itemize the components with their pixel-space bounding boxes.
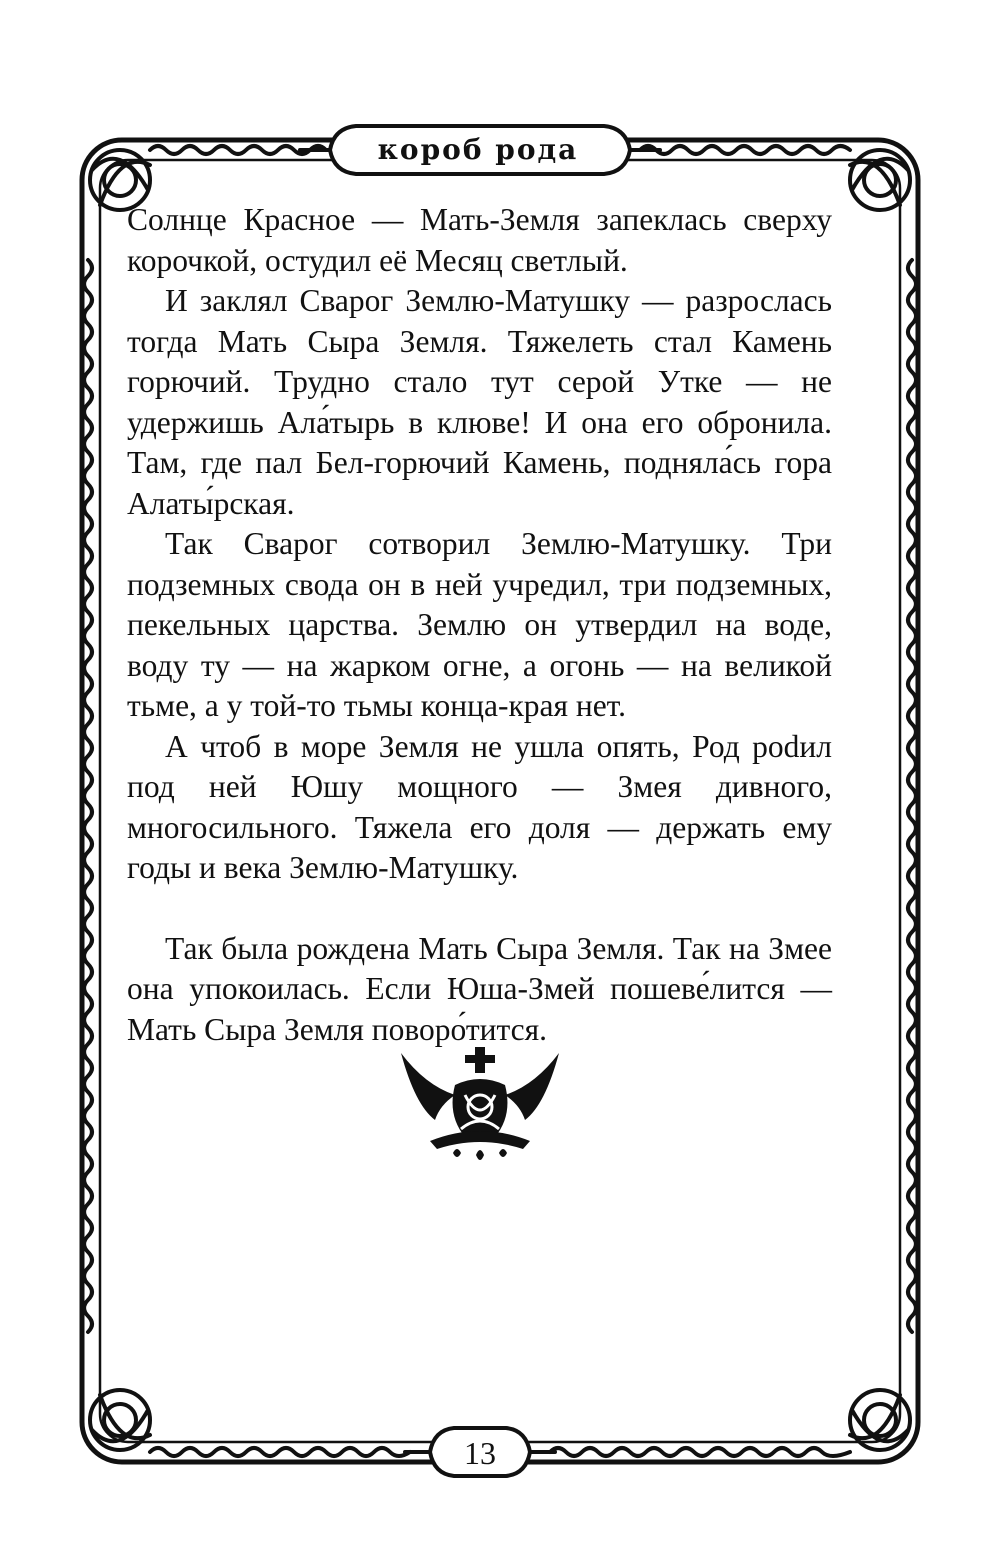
paragraph: А чтоб в море Земля не ушла опять, Род роdил под ней Юшу мощного — Змея дивного, многосильного. Тяжела его доля — держать ему годы и века Землю-Матушку. bbox=[127, 728, 832, 885]
body-text bbox=[127, 200, 832, 1050]
paragraph: Так Сварог сотворил Землю-Матушку. Три подземных свода он в ней учредил, три подземных, пекельных царства. Землю он утвердил на воде, воду ту — на жарком огне, а огонь — на великой тьме, а у той-то тьмы конца-края нет. bbox=[127, 526, 832, 723]
page-number: 13 bbox=[464, 1435, 496, 1471]
paragraph: И заклял Сварог Землю-Матушку — разрослась тогда Мать Сыра Земля. Тяжелеть стал Камень горючий. Трудно стало тут серой Утке — не удержишь Ала́тырь в клюве! И она его обронила. Там, где пал Бел-горючий Камень, подняла́сь гора Алаты́рская. bbox=[127, 283, 832, 521]
ornament-vignette-icon bbox=[395, 1045, 565, 1165]
paragraph: Так была рождена Мать Сыра Земля. Так на Змее она упокоилась. Если Юша-Змей пошеве́лится — Мать Сыра Земля поворо́тится. bbox=[127, 930, 832, 1047]
running-header: короб рода bbox=[377, 133, 579, 166]
paragraph: Солнце Красное — Мать-Земля запеклась сверху корочкой, остудил её Месяц светлый. bbox=[127, 202, 832, 278]
